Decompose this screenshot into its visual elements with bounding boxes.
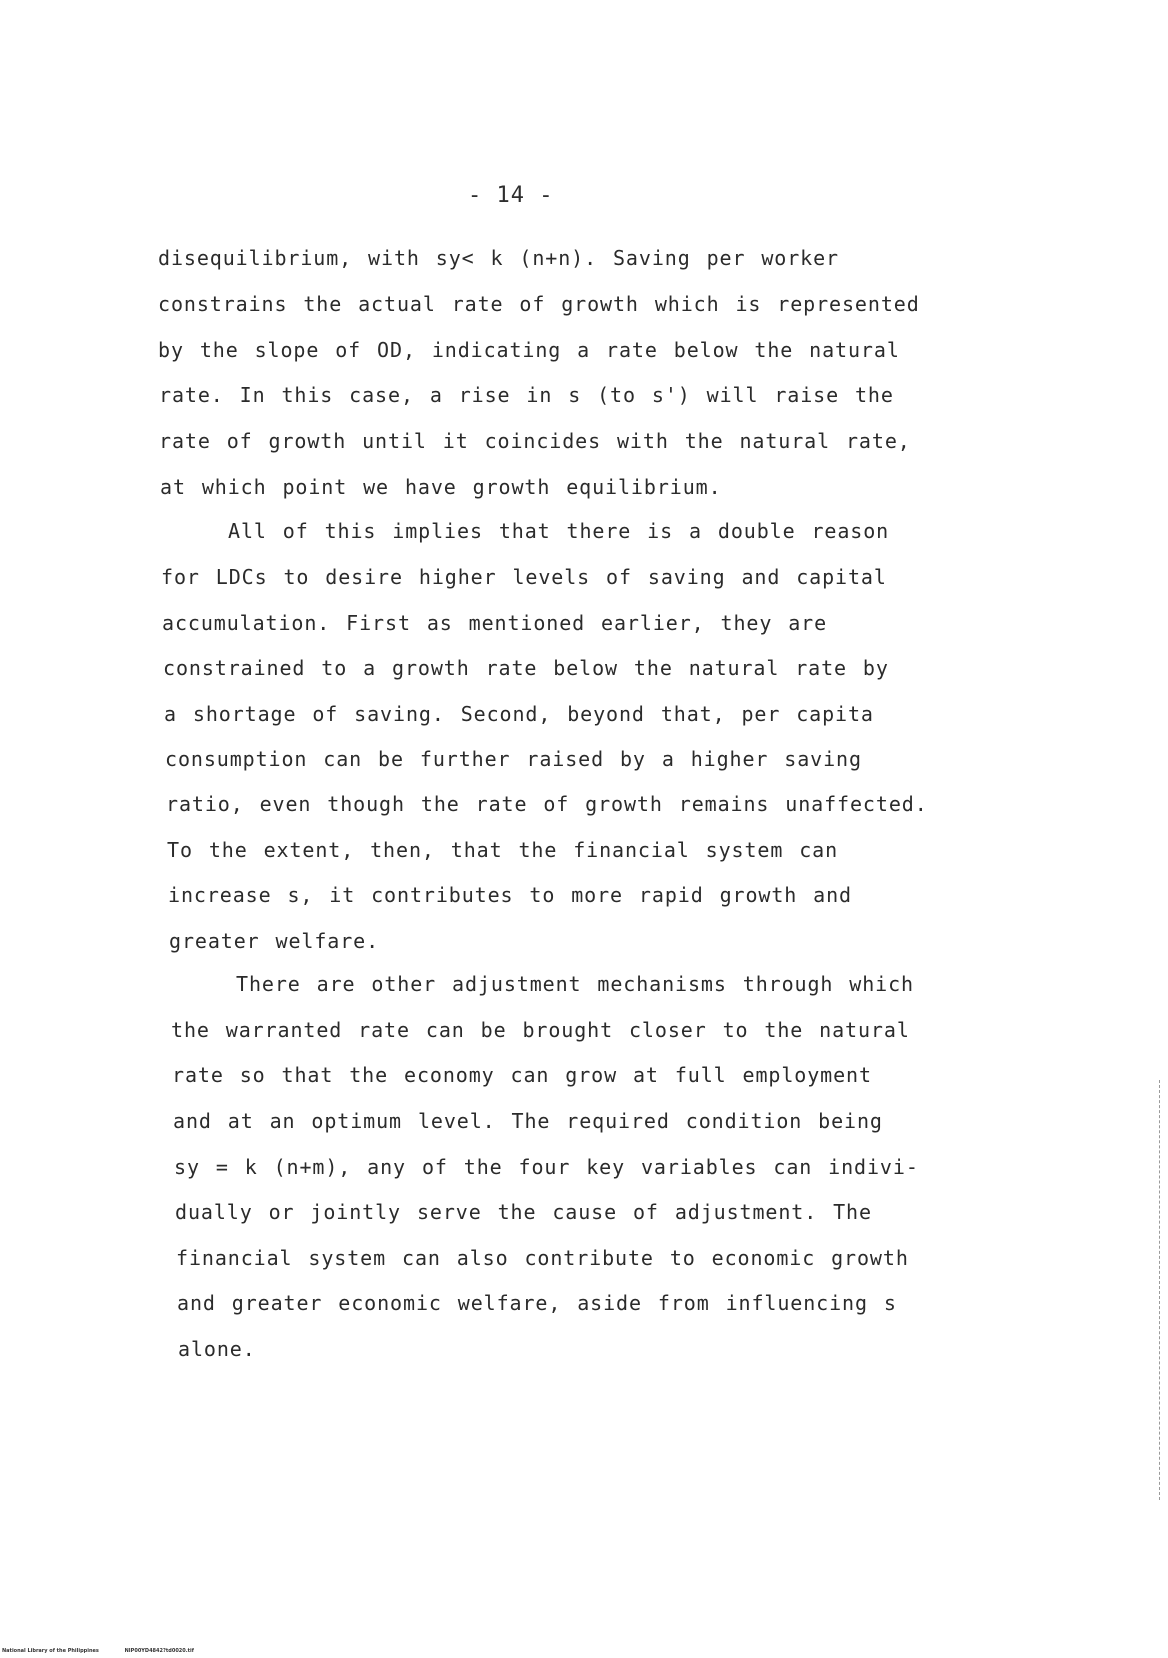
scan-footer <box>2 1648 218 1654</box>
text-line: and at an optimum level. The required condition being <box>173 1109 883 1133</box>
text-line: for LDCs to desire higher levels of saving and capital <box>161 565 887 589</box>
text-line: by the slope of OD, indicating a rate below the natural <box>158 338 900 362</box>
text-line: dually or jointly serve the cause of adjustment. The <box>175 1200 872 1224</box>
text-line: a shortage of saving. Second, beyond that, per capita <box>164 702 874 726</box>
text-line: constrains the actual rate of growth which is represented <box>158 292 920 316</box>
text-line: sy = k (n+m), any of the four key variables can indivi- <box>174 1155 919 1179</box>
text-line: disequilibrium, with sy< k (n+n). Saving per worker <box>158 246 839 270</box>
text-line: greater welfare. <box>169 929 380 953</box>
text-line: financial system can also contribute to economic growth <box>176 1246 909 1270</box>
page-number: - 14 - <box>468 183 554 208</box>
text-line: and greater economic welfare, aside from influencing s <box>177 1291 897 1315</box>
text-line: the warranted rate can be brought closer to the natural <box>171 1018 910 1042</box>
scan-edge-mark <box>1159 1080 1160 1500</box>
text-line: increase s, it contributes to more rapid growth and <box>168 883 852 907</box>
text-line: There are other adjustment mechanisms through which <box>236 972 914 996</box>
text-line: accumulation. First as mentioned earlier, they are <box>162 611 828 635</box>
text-line: ratio, even though the rate of growth remains unaffected. <box>166 792 928 816</box>
footer-library: National Library of the Philippines <box>2 1648 99 1654</box>
footer-file: NIP00YD4842?td0020.tif <box>124 1648 194 1654</box>
text-line: alone. <box>178 1337 256 1361</box>
text-line: rate of growth until it coincides with the natural rate, <box>159 429 911 453</box>
text-line: constrained to a growth rate below the natural rate by <box>163 656 889 680</box>
text-line: rate. In this case, a rise in s (to s') will raise the <box>159 383 894 407</box>
text-line: at which point we have growth equilibrium. <box>160 475 722 499</box>
text-line: All of this implies that there is a double reason <box>228 519 890 543</box>
text-line: consumption can be further raised by a higher saving <box>165 747 862 771</box>
text-line: rate so that the economy can grow at full employment <box>172 1063 872 1087</box>
text-line: To the extent, then, that the financial system can <box>167 838 839 862</box>
